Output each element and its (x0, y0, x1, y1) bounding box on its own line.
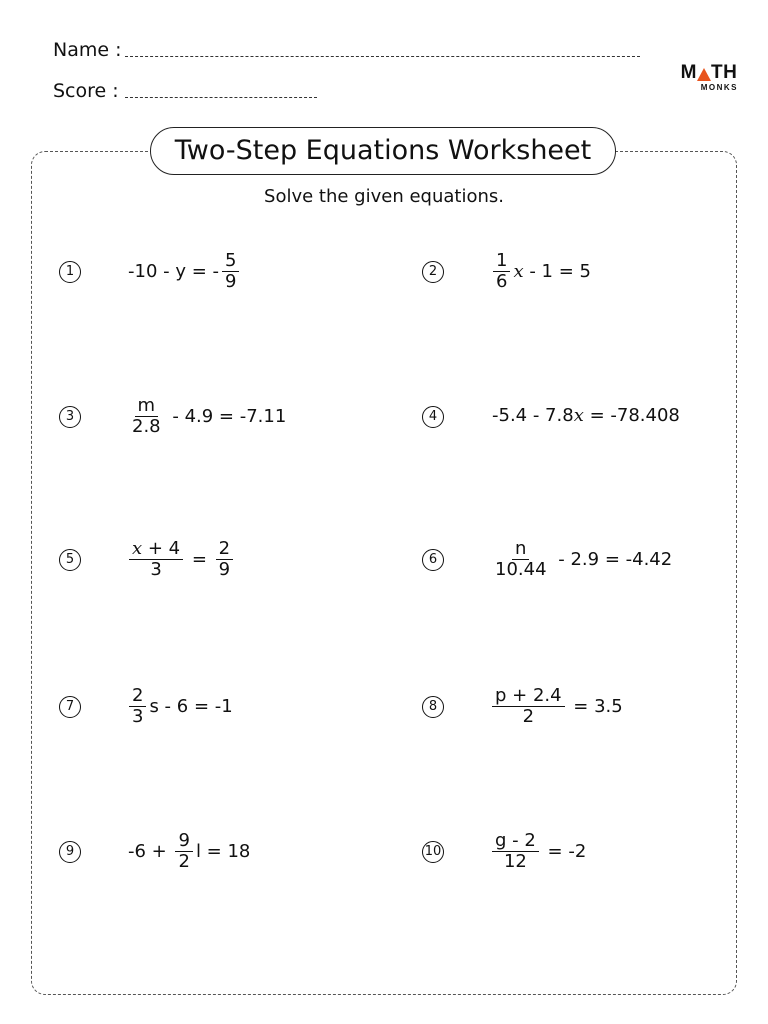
eq-text: = 3.5 (567, 696, 623, 717)
denominator: 2.8 (132, 416, 161, 437)
numerator: p + 2.4 (492, 686, 565, 707)
problem-number: 9 (59, 841, 81, 863)
triangle-icon (697, 68, 711, 81)
math-monks-logo: M TH MONKS (676, 62, 742, 92)
fraction (175, 831, 192, 872)
equation-7 (126, 686, 233, 727)
numerator: 2 (216, 539, 233, 560)
fraction (492, 539, 550, 580)
problem-number: 3 (59, 406, 81, 428)
score-field[interactable] (125, 97, 317, 98)
equation-10 (489, 831, 586, 872)
name-field[interactable] (125, 56, 640, 57)
numerator: 5 (222, 251, 239, 272)
denominator: 3 (150, 559, 162, 580)
denominator: 6 (496, 271, 508, 292)
fraction (129, 396, 164, 437)
equation-1 (128, 251, 242, 292)
numerator: 9 (175, 831, 192, 852)
equation-4 (492, 405, 680, 426)
score-label: Score : (53, 80, 119, 102)
eq-text: - 2.9 = -4.42 (552, 549, 673, 570)
numerator: g - 2 (492, 831, 539, 852)
equation-5 (126, 539, 236, 580)
numerator-text: + 4 (142, 538, 181, 559)
name-label: Name : (53, 39, 122, 61)
equation-6 (489, 539, 672, 580)
numerator: m (135, 396, 159, 417)
problem-number: 8 (422, 696, 444, 718)
equation-2 (490, 251, 591, 292)
denominator: 10.44 (495, 559, 547, 580)
numerator: 2 (129, 686, 146, 707)
problem-number: 5 (59, 549, 81, 571)
fraction (493, 251, 510, 292)
eq-text: -10 - y = - (128, 261, 220, 282)
denominator: 12 (503, 851, 527, 872)
fraction (492, 831, 539, 872)
problem-number: 2 (422, 261, 444, 283)
problem-number: 6 (422, 549, 444, 571)
numerator: n (512, 539, 529, 560)
denominator: 2 (178, 851, 190, 872)
equation-8 (489, 686, 623, 727)
numerator (129, 539, 183, 560)
denominator: 9 (218, 559, 231, 580)
eq-text: -6 + (128, 841, 173, 862)
fraction (216, 539, 233, 580)
worksheet-title: Two-Step Equations Worksheet (150, 127, 616, 175)
eq-text: - 4.9 = -7.11 (166, 406, 287, 427)
eq-text: l = 18 (195, 841, 251, 862)
variable: x (573, 405, 584, 426)
equation-3 (126, 396, 286, 437)
denominator: 9 (225, 271, 237, 292)
equation-9 (128, 831, 250, 872)
fraction (222, 251, 239, 292)
eq-text: = -2 (541, 841, 587, 862)
variable: x (513, 261, 524, 282)
problem-number: 10 (422, 841, 444, 863)
eq-text: s - 6 = -1 (149, 696, 233, 717)
eq-text: = (186, 549, 213, 570)
denominator: 3 (132, 706, 144, 727)
variable: x (132, 538, 143, 559)
logo-subtitle: MONKS (700, 83, 738, 92)
fraction (129, 539, 183, 580)
problem-number: 4 (422, 406, 444, 428)
denominator: 2 (522, 706, 535, 727)
eq-text: -5.4 - 7.8 (492, 405, 574, 426)
numerator: 1 (493, 251, 510, 272)
eq-text: = -78.408 (583, 405, 680, 426)
fraction (492, 686, 565, 727)
problem-number: 1 (59, 261, 81, 283)
instructions: Solve the given equations. (264, 186, 504, 207)
fraction (129, 686, 146, 727)
problem-number: 7 (59, 696, 81, 718)
eq-text: - 1 = 5 (523, 261, 591, 282)
